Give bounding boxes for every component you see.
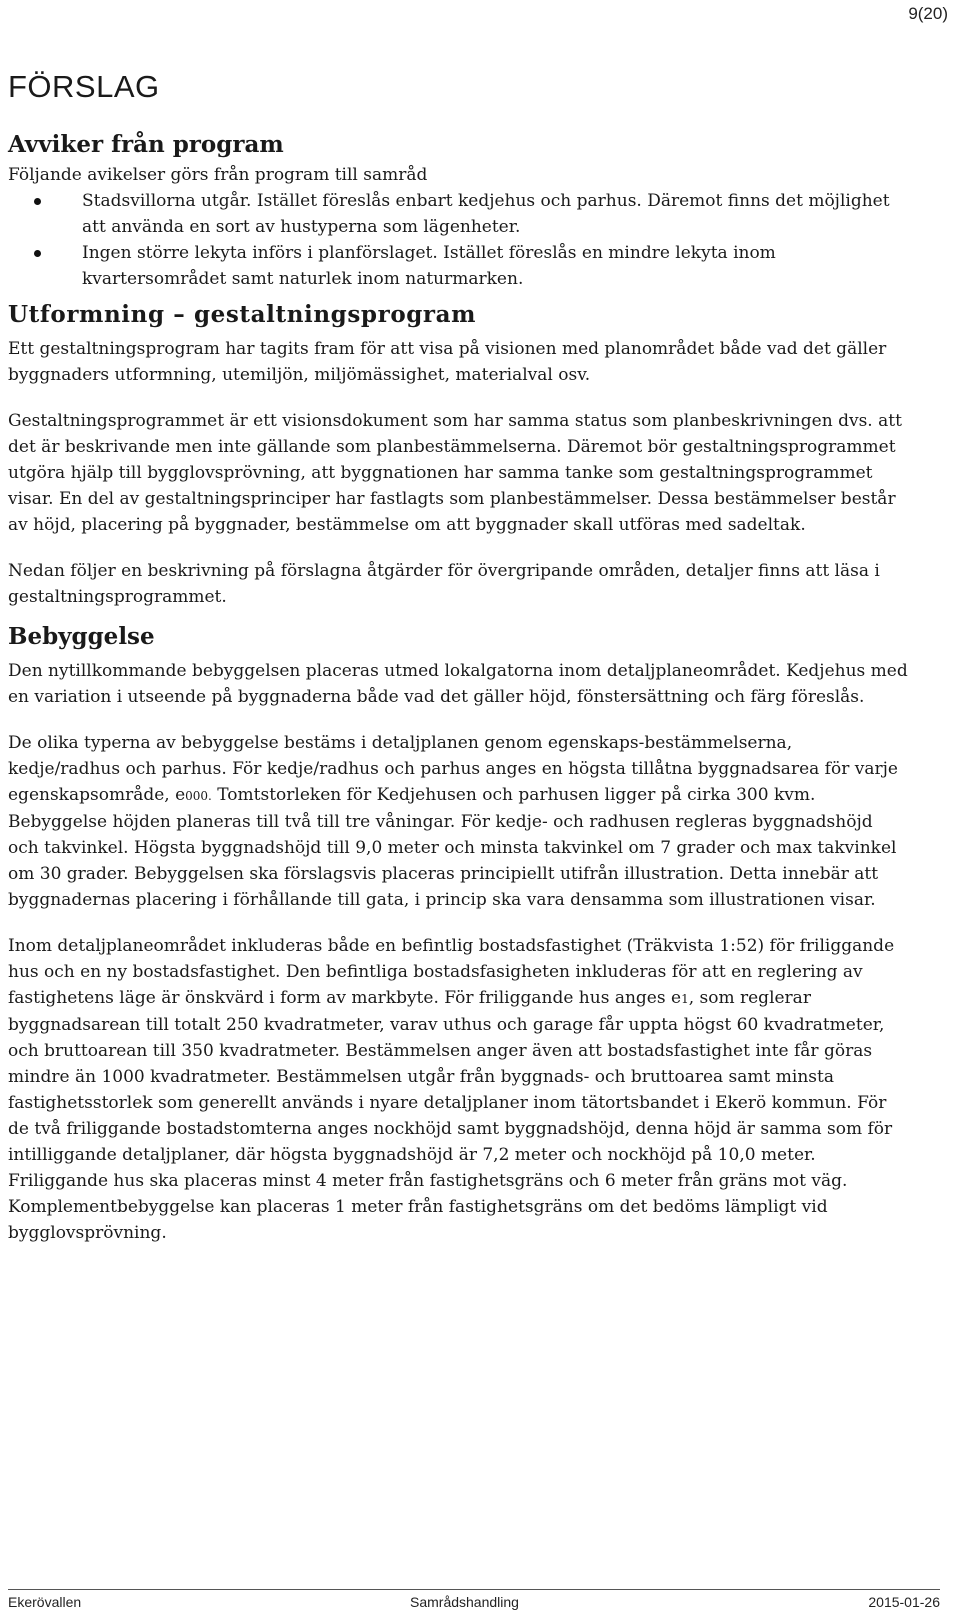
- paragraph: Ett gestaltningsprogram har tagits fram för att visa på visionen med planområdet både vad det gäller byggnaders utformning, utemiljön, miljömässighet, materialval osv.: [8, 339, 887, 385]
- document-body: [8, 64, 908, 1246]
- subscript-text: 000.: [185, 789, 212, 803]
- paragraph: Den nytillkommande bebyggelsen placeras utmed lokalgatorna inom detaljplaneområdet. Kedjehus med en variation i utseende på byggnaderna både vad det gäller höjd, fönstersättning och färg föreslås.: [8, 661, 908, 707]
- footer-project: Ekerövallen: [8, 1594, 82, 1610]
- section-avviker: [8, 128, 908, 292]
- paragraph: Nedan följer en beskrivning på förslagna åtgärder för övergripande områden, detaljer finns att läsa i gestaltningsprogrammet.: [8, 561, 880, 607]
- avviker-intro: Följande avikelser görs från program till samråd: [8, 165, 428, 185]
- section-heading-utformning: Utformning – gestaltningsprogram: [8, 301, 477, 328]
- section-bebyggelse: [8, 620, 908, 1246]
- paragraph-text: Inom detaljplaneområdet inkluderas både en befintlig bostadsfastighet (Träkvista 1:52) för friliggande hus och en ny bostadsfastighet. Den befintliga bostadsfasigheten inkluderas för att en reglering av fastighetens läge är önskvärd i form av markbyte. För friliggande hus anges e: [8, 936, 895, 1008]
- page-title: FÖRSLAG: [8, 69, 160, 104]
- paragraph: [8, 933, 908, 1246]
- paragraph-text: , som reglerar byggnadsarean till totalt 250 kvadratmeter, varav uthus och garage får uppta högst 60 kvadratmeter, och bruttoarean till 350 kvadratmeter. Bestämmelsen anger även att bostadsfastighet inte får göras mindre än 1000 kvadratmeter. Bestämmelsen utgår från byggnads- och bruttoarea samt minsta fastighetsstorlek som generellt används i nyare detaljplaner inom tätortsbandet i Ekerö kommun. För de två friliggande bostadstomterna anges nockhöjd samt byggnadshöjd, denna höjd är samma som för intilliggande detaljplaner, där högsta byggnadshöjd är 7,2 meter och nockhöjd på 10,0 meter. Friliggande hus ska placeras minst 4 meter från fastighetsgräns och 6 meter från gräns mot väg. Komplementbebyggelse kan placeras 1 meter från fastighetsgräns om det bedöms lämpligt vid bygglovsprövning.: [8, 988, 893, 1243]
- paragraph-text: Tomtstorleken för Kedjehusen och parhusen ligger på cirka 300 kvm. Bebyggelse höjden planeras till två till tre våningar. För kedje- och radhusen regleras byggnadshöjd och takvinkel. Högsta byggnadshöjd till 9,0 meter och minsta takvinkel om 7 grader och max takvinkel om 30 grader. Bebyggelsen ska förslagsvis placeras principiellt utifrån illustration. Detta innebär att byggnadernas placering i förhållande till gata, i princip ska vara densamma som illustrationen visar.: [8, 785, 897, 910]
- paragraph: Gestaltningsprogrammet är ett visionsdokument som har samma status som planbeskrivningen dvs. att det är beskrivande men inte gällande som planbestämmelserna. Däremot bör gestaltningsprogrammet utgöra hjälp till bygglovsprövning, att byggnationen har samma tanke som gestaltningsprogrammet visar. En del av gestaltningsprinciper har fastlagts som planbestämmelser. Dessa bestämmelser består av höjd, placering på byggnader, bestämmelse om att byggnader skall utföras med sadeltak.: [8, 411, 902, 535]
- paragraph-text: De olika typerna av bebyggelse bestäms i detaljplanen genom egenskaps-bestämmelserna, kedje/radhus och parhus. För kedje/radhus och parhus anges en högsta tillåtna byggnadsarea för varje egenskapsområde, e: [8, 733, 898, 805]
- section-heading-avviker: Avviker från program: [8, 131, 284, 158]
- section-utformning: [8, 298, 908, 610]
- subscript-text: 1: [681, 992, 689, 1006]
- footer-document-type: Samrådshandling: [410, 1594, 519, 1610]
- paragraph: [8, 730, 908, 913]
- page-number: 9(20): [908, 4, 948, 23]
- page-footer: [8, 1589, 940, 1610]
- avviker-bullet-list: [8, 188, 908, 292]
- list-item: Ingen större lekyta införs i planförslaget. Istället föreslås en mindre lekyta inom kvartersområdet samt naturlek inom naturmarken.: [82, 240, 908, 292]
- footer-date: 2015-01-26: [868, 1594, 940, 1610]
- list-item: Stadsvillorna utgår. Istället föreslås enbart kedjehus och parhus. Däremot finns det möjlighet att använda en sort av hustyperna som lägenheter.: [82, 188, 908, 240]
- section-heading-bebyggelse: Bebyggelse: [8, 623, 155, 650]
